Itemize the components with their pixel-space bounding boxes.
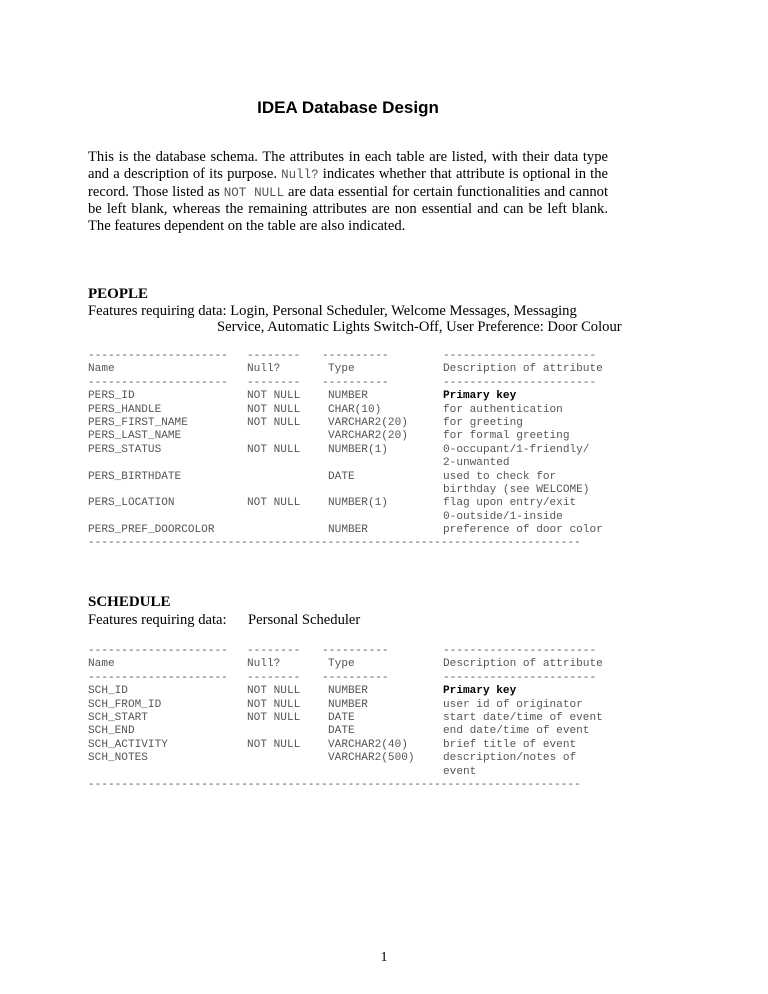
table-row-continuation	[88, 484, 618, 497]
attribute-name: PERS_PREF_DOORCOLOR	[88, 524, 215, 537]
attribute-type: DATE	[328, 711, 355, 724]
table-end-rule	[88, 779, 618, 792]
attribute-description: event	[443, 765, 477, 778]
header-description: Description of attribute	[443, 363, 603, 376]
attribute-description: for greeting	[443, 416, 523, 429]
attribute-description: for authentication	[443, 403, 563, 416]
table-row	[88, 739, 618, 752]
table-end-rule: --------------------------------------------------------------------------	[88, 537, 581, 550]
table-row-continuation	[88, 766, 618, 779]
attribute-type: NUMBER(1)	[328, 497, 388, 510]
attribute-null: NOT NULL	[247, 390, 301, 403]
people-features-line	[88, 303, 577, 319]
table-row	[88, 725, 618, 738]
table-row	[88, 471, 618, 484]
header-name: Name	[88, 658, 115, 671]
rule: ----------	[322, 645, 389, 657]
header-null: Null?	[247, 658, 281, 671]
rule: ---------------------	[88, 376, 228, 389]
header-null: Null?	[247, 363, 281, 376]
rule: -----------------------	[443, 671, 597, 684]
people-schema-table	[88, 350, 618, 551]
rule: ----------	[322, 350, 389, 362]
table-header	[88, 363, 618, 376]
attribute-type: NUMBER	[328, 390, 368, 403]
attribute-description: brief title of event	[443, 738, 577, 751]
rule: -----------------------	[443, 350, 597, 362]
attribute-name: SCH_NOTES	[88, 752, 148, 765]
attribute-name: PERS_ID	[88, 390, 135, 403]
schedule-features-label: Features requiring data:	[88, 612, 227, 628]
attribute-type: NUMBER	[328, 685, 368, 698]
header-rule	[88, 645, 618, 658]
table-row	[88, 404, 618, 417]
attribute-name: PERS_FIRST_NAME	[88, 416, 188, 429]
attribute-name: SCH_START	[88, 711, 148, 724]
header-rule	[88, 377, 618, 390]
rule: ---------------------	[88, 350, 228, 362]
rule: --------	[247, 350, 301, 362]
table-row	[88, 699, 618, 712]
table-row	[88, 417, 618, 430]
table-row	[88, 752, 618, 765]
attribute-name: PERS_STATUS	[88, 443, 162, 456]
header-rule	[88, 350, 618, 363]
attribute-type: VARCHAR2(40)	[328, 738, 408, 751]
rule: -----------------------	[443, 376, 597, 389]
table-row-continuation	[88, 457, 618, 470]
page-number: 1	[380, 950, 388, 965]
attribute-description: end date/time of event	[443, 725, 590, 738]
rule: -----------------------	[443, 645, 597, 657]
table-row	[88, 430, 618, 443]
schedule-features-list: Personal Scheduler	[248, 612, 361, 628]
rule: --------	[247, 671, 301, 684]
attribute-description: 2-unwanted	[443, 457, 510, 470]
inline-code-not-null: NOT NULL	[223, 185, 285, 200]
attribute-description: start date/time of event	[443, 711, 603, 724]
attribute-description: Primary key	[443, 685, 517, 698]
header-type: Type	[328, 363, 355, 376]
section-title-schedule: SCHEDULE	[88, 594, 171, 610]
attribute-name: SCH_ID	[88, 685, 128, 698]
attribute-type: VARCHAR2(500)	[328, 752, 415, 765]
header-type: Type	[328, 658, 355, 671]
attribute-type: CHAR(10)	[328, 403, 382, 416]
attribute-null: NOT NULL	[247, 738, 301, 751]
attribute-null: NOT NULL	[247, 443, 301, 456]
attribute-description: preference of door color	[443, 524, 603, 537]
attribute-type: VARCHAR2(20)	[328, 416, 408, 429]
table-row	[88, 444, 618, 457]
table-row	[88, 685, 618, 698]
attribute-type: NUMBER	[328, 698, 368, 711]
attribute-description: flag upon entry/exit	[443, 497, 577, 510]
attribute-name: SCH_END	[88, 725, 135, 738]
attribute-null: NOT NULL	[247, 497, 301, 510]
attribute-name: PERS_BIRTHDATE	[88, 470, 182, 483]
table-row-continuation	[88, 511, 618, 524]
attribute-null: NOT NULL	[247, 685, 301, 698]
rule: ----------	[322, 671, 389, 684]
attribute-description: 0-occupant/1-friendly/	[443, 443, 590, 456]
attribute-description: description/notes of	[443, 752, 577, 765]
header-description: Description of attribute	[443, 658, 603, 671]
attribute-description: user id of originator	[443, 698, 583, 711]
people-features-line-2: Service, Automatic Lights Switch-Off, User Preference: Door Colour	[217, 319, 622, 335]
attribute-description: for formal greeting	[443, 430, 570, 443]
attribute-name: SCH_ACTIVITY	[88, 738, 168, 751]
attribute-null: NOT NULL	[247, 711, 301, 724]
attribute-type: NUMBER	[328, 524, 368, 537]
intro-text: This is the database schema. The attributes in each table are listed, with their data type and a description of its purpose.	[88, 149, 608, 182]
schedule-schema-table	[88, 645, 618, 792]
attribute-type: DATE	[328, 470, 355, 483]
attribute-name: PERS_LOCATION	[88, 497, 175, 510]
rule: ---------------------	[88, 645, 228, 657]
intro-paragraph	[88, 149, 608, 235]
attribute-description: Primary key	[443, 390, 517, 403]
attribute-type: VARCHAR2(20)	[328, 430, 408, 443]
attribute-name: SCH_FROM_ID	[88, 698, 162, 711]
page-title: IDEA Database Design	[257, 98, 439, 117]
rule: --------	[247, 645, 301, 657]
attribute-type: NUMBER(1)	[328, 443, 388, 456]
table-row	[88, 524, 618, 537]
attribute-null: NOT NULL	[247, 403, 301, 416]
section-title-people: PEOPLE	[88, 286, 149, 302]
rule: --------	[247, 376, 301, 389]
features-list: Login, Personal Scheduler, Welcome Messages, Messaging	[230, 303, 577, 319]
attribute-description: birthday (see WELCOME)	[443, 483, 590, 496]
rule: ---------------------	[88, 671, 228, 684]
inline-code-null: Null?	[281, 167, 319, 182]
features-label: Features requiring data:	[88, 303, 227, 319]
table-row	[88, 390, 618, 403]
table-header	[88, 658, 618, 671]
attribute-name: PERS_LAST_NAME	[88, 430, 182, 443]
attribute-null: NOT NULL	[247, 698, 301, 711]
intro-text: indicates whether that attribute is optional in the record. Those listed as	[88, 165, 608, 200]
header-rule	[88, 672, 618, 685]
attribute-description: used to check for	[443, 470, 557, 483]
intro-text: are data essential for certain functionalities and cannot be left blank, whereas the remaining attributes are non essential and can be left blank. The features dependent on the table are also indicated.	[88, 183, 609, 235]
attribute-description: 0-outside/1-inside	[443, 510, 563, 523]
table-row	[88, 497, 618, 510]
table-end-rule	[88, 537, 618, 550]
rule: ----------	[322, 376, 389, 389]
attribute-null: NOT NULL	[247, 416, 301, 429]
attribute-type: DATE	[328, 725, 355, 738]
table-row	[88, 712, 618, 725]
table-end-rule: --------------------------------------------------------------------------	[88, 778, 581, 791]
attribute-name: PERS_HANDLE	[88, 403, 162, 416]
header-name: Name	[88, 363, 115, 376]
